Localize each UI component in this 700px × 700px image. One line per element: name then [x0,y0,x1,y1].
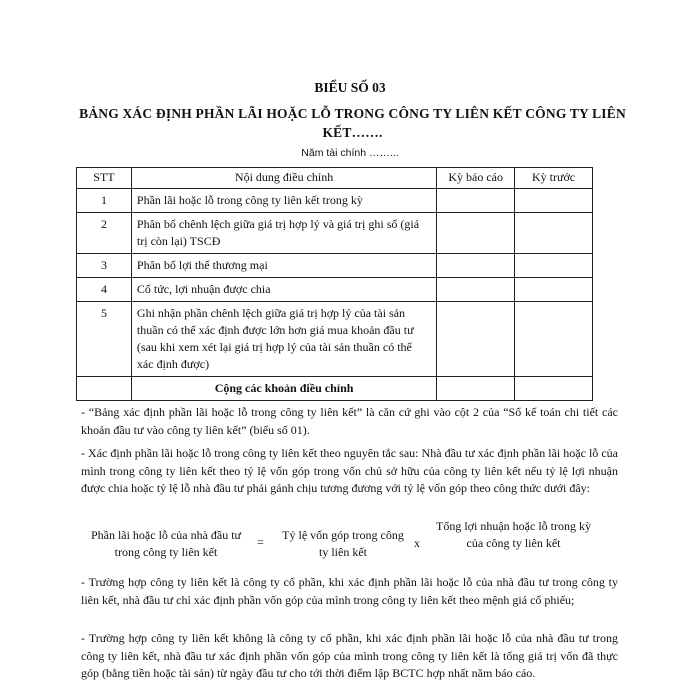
row-stt: 1 [77,189,132,213]
row-stt: 4 [77,278,132,302]
formula-equals-sign: = [257,535,264,549]
row-content: Phân bổ chênh lệch giữa giá trị hợp lý và giá trị ghi sổ (giá trị còn lại) TSCĐ [131,213,436,254]
header-reporting-period: Kỳ báo cáo [437,168,515,189]
row-reporting-value [437,278,515,302]
row-reporting-value [437,189,515,213]
formula-left-term: Phần lãi hoặc lỗ của nhà đầu tư trong công ty liên kết [90,528,242,559]
formula [81,518,618,570]
table-row [77,302,593,377]
row-stt: 3 [77,254,132,278]
table-row [77,189,593,213]
header-content: Nội dung điều chỉnh [131,168,436,189]
row-previous-value [515,302,593,377]
note-paragraph-4: - Trường hợp công ty liên kết không là công ty cổ phần, khi xác định phần lãi hoặc lỗ của nhà đầu tư trong công ty liên kết, nhà đầu tư xác định phần vốn góp của mình trong công ty liên kết là tổng giá trị vốn đã thực góp (bằng tiền hoặc tài sản) từ ngày đầu tư cho tới thời điểm lập BCTC hợp nhất năm báo cáo. [81,631,618,680]
row-stt: 2 [77,213,132,254]
row-previous-value [515,254,593,278]
total-label: Cộng các khoản điều chỉnh [131,377,436,401]
row-reporting-value [437,254,515,278]
table-row [77,278,593,302]
row-previous-value [515,278,593,302]
header-previous-period: Kỳ trước [515,168,593,189]
adjustment-table [76,167,593,401]
row-previous-value [515,213,593,254]
table-row [77,213,593,254]
note-paragraph-2: - Xác định phần lãi hoặc lỗ trong công ty liên kết theo nguyên tắc sau: Nhà đầu tư xác định phần lãi hoặc lỗ của mình trong công ty liên kết theo tỷ lệ vốn góp trong vốn chủ sở hữu của công ty liên kết nếu tỷ lệ lợi nhuận được chia hoặc tỷ lệ lỗ nhà đầu tư phải gánh chịu tương đương với tỷ lệ vốn góp theo công thức dưới đây: [81,446,618,495]
total-stt [77,377,132,401]
row-stt: 5 [77,302,132,377]
table-total-row [77,377,593,401]
fiscal-year: Năm tài chính ……... [301,147,399,159]
total-reporting-value [437,377,515,401]
note-paragraph-3: - Trường hợp công ty liên kết là công ty cổ phần, khi xác định phần lãi hoặc lỗ của nhà đầu tư trong công ty liên kết, nhà đầu tư chỉ xác định phần vốn góp của mình trong công ty liên kết theo mệnh giá cổ phiếu; [81,575,618,607]
header-stt: STT [77,168,132,189]
form-number: BIỂU SỐ 03 [314,80,386,95]
row-content: Ghi nhận phần chênh lệch giữa giá trị hợp lý của tài sản thuần có thể xác định được lớn hơn giá mua khoản đầu tư (sau khi xem xét lại giá trị hợp lý của tài sản thuần có thể xác định được) [131,302,436,377]
formula-middle-term: Tỷ lệ vốn góp trong công ty liên kết [282,528,404,559]
row-reporting-value [437,213,515,254]
row-content: Phần lãi hoặc lỗ trong công ty liên kết trong kỳ [131,189,436,213]
row-content: Phân bổ lợi thế thương mại [131,254,436,278]
table-row [77,254,593,278]
row-reporting-value [437,302,515,377]
formula-times-sign: x [414,536,420,550]
row-previous-value [515,189,593,213]
row-content: Cổ tức, lợi nhuận được chia [131,278,436,302]
table-header-row [77,168,593,189]
formula-right-term: Tổng lợi nhuận hoặc lỗ trong kỳ của công ty liên kết [436,519,591,550]
document-title: BẢNG XÁC ĐỊNH PHẦN LÃI HOẶC LỖ TRONG CÔNG TY LIÊN KẾT CÔNG TY LIÊN KẾT……. [79,106,626,140]
total-previous-value [515,377,593,401]
note-paragraph-1: - “Bảng xác định phần lãi hoặc lỗ trong công ty liên kết” là căn cứ ghi vào cột 2 của “Sổ kế toán chi tiết các khoản đầu tư vào công ty liên kết” (biểu số 01). [81,405,618,437]
